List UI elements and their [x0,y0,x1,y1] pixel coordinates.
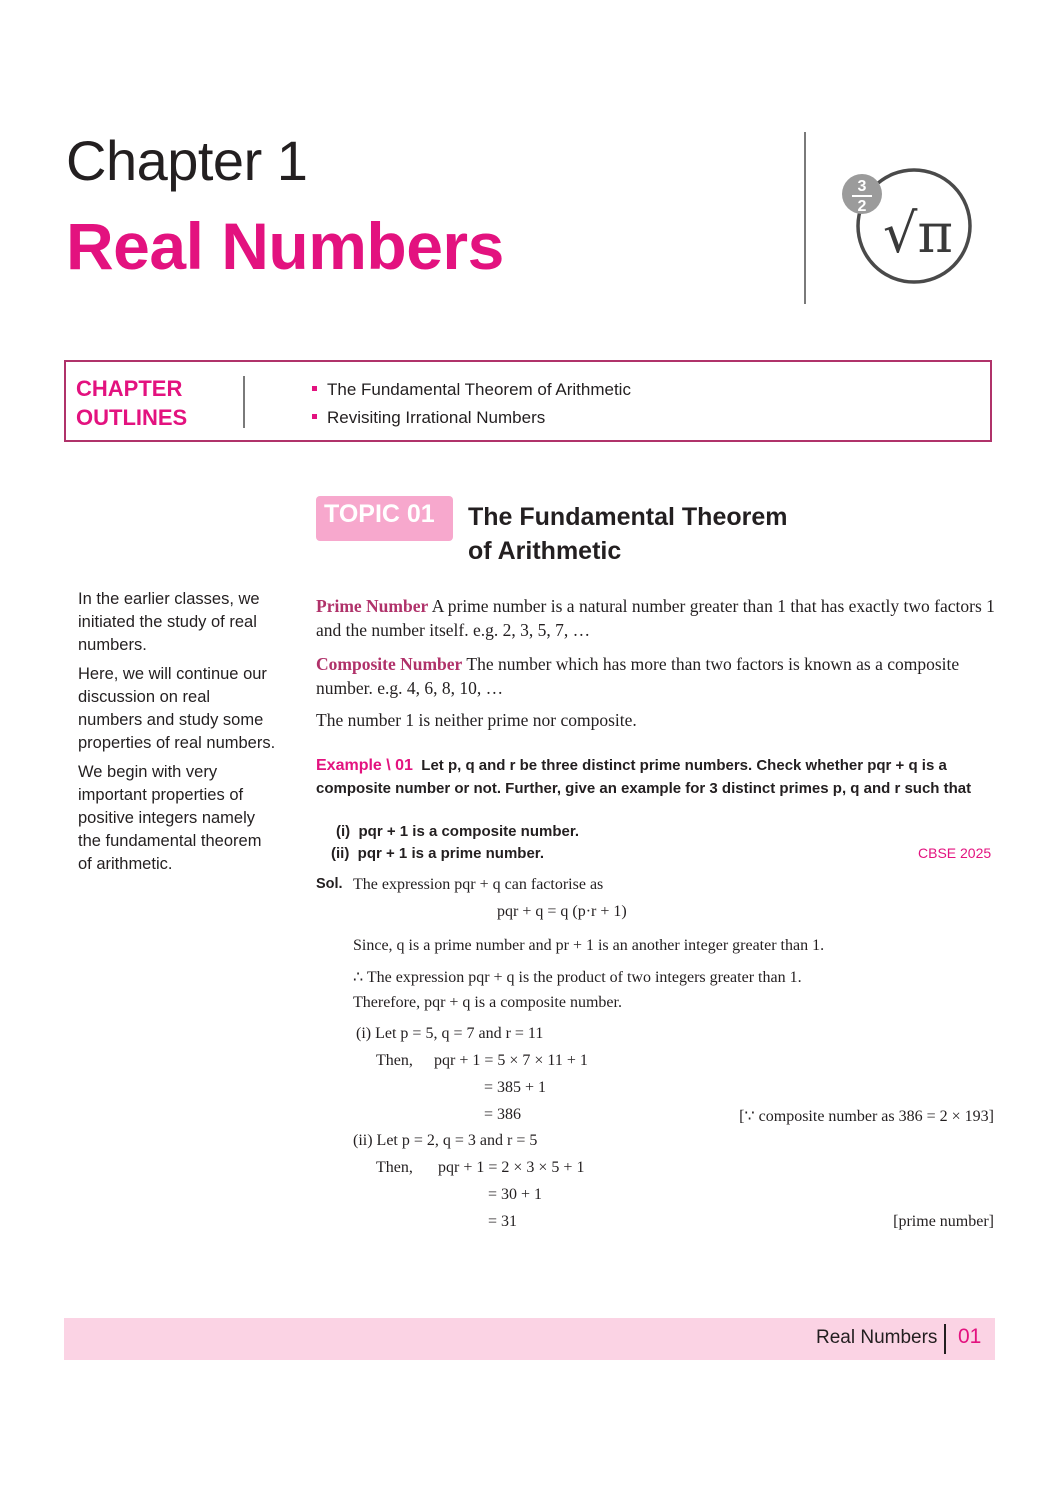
case-2-step: pqr + 1 = 2 × 3 × 5 + 1 [438,1159,585,1176]
bullet-icon [312,414,317,419]
header-divider [804,132,806,304]
side-note-paragraph: Here, we will continue our discussion on real numbers and study some properties of real numbers. [78,665,276,752]
outline-item [312,404,631,432]
solution-line: The expression pqr + q can factorise as [353,876,604,893]
case-1-note: [∵ composite number as 386 = 2 × 193] [739,1108,994,1125]
outline-item-label: Revisiting Irrational Numbers [327,408,546,427]
case-2-step: = 31 [488,1213,518,1230]
part-i-label: (i) [336,823,351,840]
composite-number-definition [316,652,998,700]
chapter-title: Real Numbers [66,209,504,283]
footer-divider [944,1324,946,1354]
case-2-intro: (ii) Let p = 2, q = 3 and r = 5 [353,1132,538,1149]
composite-number-term: Composite Number [316,654,463,674]
outline-heading-line1: CHAPTER [76,376,183,401]
page-number: 01 [958,1325,982,1348]
topic-title [468,500,888,568]
part-ii-text: pqr + 1 is a prime number. [357,845,544,862]
topic-badge-label: TOPIC 01 [324,500,435,528]
part-ii-label: (ii) [331,845,350,862]
example-question [316,754,998,800]
side-note-paragraph: We begin with very important properties of positive integers namely the fundamental theorem of arithmetic. [78,763,262,873]
root-pi-icon [838,164,978,288]
outline-heading-line2: OUTLINES [76,405,188,430]
example-label: Example \ 01 [316,757,413,774]
logo-symbol: √π [883,202,953,265]
prime-number-term: Prime Number [316,596,429,616]
case-1-step: pqr + 1 = 5 × 7 × 11 + 1 [434,1052,588,1069]
case-2-then: Then, [376,1159,413,1176]
exam-source-tag: CBSE 2025 [918,845,992,861]
chapter-label: Chapter 1 [66,129,308,192]
solution-line: ∴ The expression pqr + q is the product of two integers greater than 1. [353,969,802,986]
bullet-icon [312,386,317,391]
logo-denominator: 2 [857,198,867,215]
part-i-text: pqr + 1 is a composite number. [358,823,579,840]
side-note [78,588,278,882]
prime-number-text: A prime number is a natural number greater than 1 that has exactly two factors 1 and the number itself. e.g. 2, 3, 5, 7, … [316,596,995,640]
footer-title: Real Numbers [816,1327,938,1348]
example-question-text: Let p, q and r be three distinct prime numbers. Check whether pqr + q is a composite number or not. Further, give an example for 3 distinct primes p, q and r such that [316,757,972,797]
outline-list [312,376,631,432]
solution-label: Sol. [316,876,343,892]
topic-title-line1: The Fundamental Theorem [468,503,788,531]
outline-item [312,376,631,404]
solution-line: Therefore, pqr + q is a composite number. [353,994,622,1011]
outline-item-label: The Fundamental Theorem of Arithmetic [327,380,631,399]
topic-title-line2: of Arithmetic [468,537,622,565]
composite-number-text: The number which has more than two factors is known as a composite number. e.g. 4, 6, 8, 10, … [316,654,960,698]
chapter-outline-heading [76,374,187,432]
outline-divider [243,376,245,428]
solution-equation: pqr + q = q (p·r + 1) [497,903,627,920]
case-1-step: = 385 + 1 [484,1079,547,1096]
case-1-intro: (i) Let p = 5, q = 7 and r = 11 [356,1025,544,1042]
case-2-note: [prime number] [893,1213,994,1230]
case-1-step: = 386 [484,1106,522,1123]
solution-line: Since, q is a prime number and pr + 1 is an another integer greater than 1. [353,937,825,954]
prime-number-definition [316,594,998,642]
logo-numerator: 3 [857,178,867,195]
case-1-then: Then, [376,1052,413,1069]
side-note-paragraph: In the earlier classes, we initiated the study of real numbers. [78,590,260,654]
case-2-step: = 30 + 1 [488,1186,543,1203]
example-part-ii [331,845,544,862]
neither-prime-note: The number 1 is neither prime nor composite. [316,710,637,730]
example-part-i [336,823,579,840]
